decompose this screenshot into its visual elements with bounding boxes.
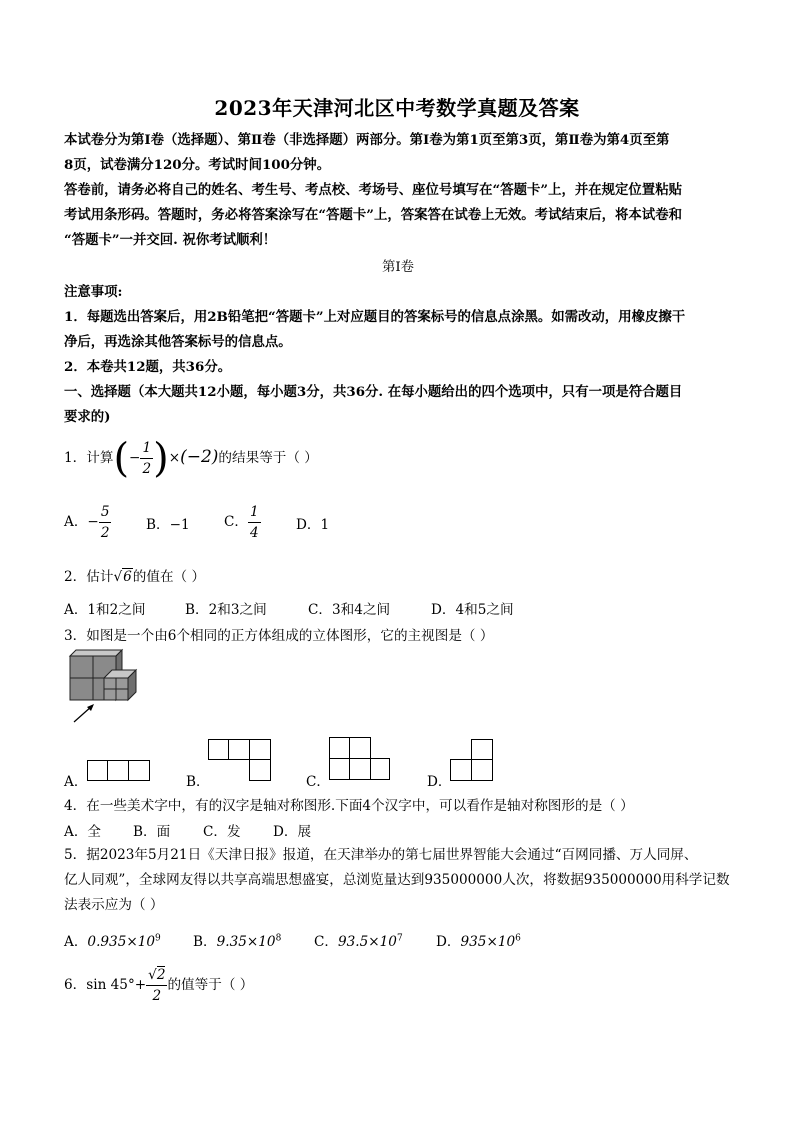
question-line: 法表示应为（ ） <box>64 897 164 913</box>
q5-option-a[interactable] <box>64 930 161 950</box>
denominator: 2 <box>100 525 110 541</box>
q2-option-a[interactable]: A．1和2之间 <box>64 602 146 618</box>
part-heading: 一、选择题（本大题共12小题，每小题3分，共36分. 在每小题给出的四个选项中，只有一项是符合题目 <box>64 384 683 400</box>
q2-option-c[interactable]: C．3和4之间 <box>308 602 391 618</box>
question-5 <box>64 843 732 918</box>
q1-option-c[interactable] <box>224 502 261 543</box>
question-1 <box>64 435 318 482</box>
option-label: D． <box>436 934 461 950</box>
q4-option-c[interactable]: C．发 <box>203 824 241 840</box>
q2-option-d[interactable]: D．4和5之间 <box>431 602 514 618</box>
cube-top-face <box>70 650 122 656</box>
notes-heading: 注意事项: <box>64 284 123 300</box>
q4-option-b[interactable]: B．面 <box>133 824 171 840</box>
q3-option-a-figure[interactable] <box>87 760 150 781</box>
intro-line: “答题卡”一并交回. 祝你考试顺利！ <box>64 232 277 248</box>
notes-line: 2．本卷共12题，共36分。 <box>64 359 232 375</box>
question-4: 4．在一些美术字中，有的汉字是轴对称图形.下面4个汉字中，可以看作是轴对称图形的是（ ） <box>64 798 634 814</box>
q1-option-b[interactable]: B．−1 <box>146 517 190 533</box>
exponent: 8 <box>275 933 282 944</box>
right-paren: ) <box>153 435 169 482</box>
operand: (−2) <box>180 447 219 467</box>
question-text: 2．估计 <box>64 569 114 585</box>
fraction <box>146 965 167 1006</box>
question-line: 5．据2023年5月21日《天津日报》报道，在天津举办的第七届世界智能大会通过“百网同播、万人同屏、 <box>64 847 698 863</box>
q3-option-d-figure[interactable] <box>450 739 493 781</box>
denominator: 2 <box>142 461 152 477</box>
mantissa: 0.935×10 <box>87 934 156 950</box>
numerator <box>146 965 167 986</box>
option-label: A． <box>64 934 88 950</box>
q4-option-a[interactable]: A．全 <box>64 824 102 840</box>
exponent: 6 <box>515 933 521 944</box>
question-text: 的结果等于（ ） <box>218 450 318 466</box>
question-text: 1．计算 <box>64 450 114 466</box>
question-2 <box>64 565 205 585</box>
notes-block <box>64 280 732 430</box>
left-paren: ( <box>113 435 130 482</box>
option-label: B． <box>193 934 217 950</box>
sqrt-icon: √ <box>148 967 157 983</box>
fraction <box>99 502 112 543</box>
question-text: 6． <box>64 977 87 993</box>
mantissa: 935×10 <box>460 934 516 950</box>
q5-option-c[interactable] <box>314 930 403 950</box>
intro-line: 考试用条形码。答题时，务必将答案涂写在“答题卡”上，答案答在试卷上无效。考试结束后，将本试卷和 <box>64 207 682 223</box>
sin-term: sin 45°+ <box>86 977 147 993</box>
q3-option-d-label[interactable]: D． <box>427 774 452 790</box>
denominator: 4 <box>250 525 259 541</box>
fraction <box>140 438 153 479</box>
question-text: 的值在（ ） <box>132 569 206 585</box>
option-label: A． <box>64 514 88 530</box>
q3-option-a-label[interactable]: A． <box>64 774 88 790</box>
mantissa: 9.35×10 <box>216 934 276 950</box>
question-line: 亿人同观”，全球网友得以共享高端思想盛宴，总浏览量达到935000000人次，将数据935000000用科学记数 <box>64 872 730 888</box>
exponent: 9 <box>155 933 161 944</box>
q3-option-c-label[interactable]: C． <box>306 774 330 790</box>
numerator: 5 <box>99 502 112 523</box>
sqrt-icon: √ <box>113 569 123 585</box>
section-title: 第Ⅰ卷 <box>381 260 415 275</box>
intro-line: 本试卷分为第Ⅰ卷（选择题）、第Ⅱ卷（非选择题）两部分。第Ⅰ卷为第1页至第3页，第Ⅱ卷为第4页至第 <box>64 132 670 148</box>
cube-figure <box>60 648 150 728</box>
denominator: 2 <box>152 988 162 1004</box>
radicand: 6 <box>123 569 132 585</box>
q2-option-b[interactable]: B．2和3之间 <box>185 602 267 618</box>
question-3: 3．如图是一个由6个相同的正方体组成的立体图形，它的主视图是（ ） <box>64 628 494 644</box>
q1-option-a[interactable] <box>64 502 111 543</box>
q3-option-b-label[interactable]: B． <box>186 774 210 790</box>
q4-option-d[interactable]: D．展 <box>273 824 312 840</box>
option-label: C． <box>224 514 248 530</box>
intro-line: 8页，试卷满分120分。考试时间100分钟。 <box>64 157 331 173</box>
q5-option-b[interactable] <box>193 930 281 950</box>
q5-option-d[interactable] <box>436 930 521 950</box>
part-heading: 要求的) <box>64 409 111 425</box>
minus-sign: − <box>129 450 141 466</box>
intro-paragraph <box>64 128 732 253</box>
cube-front-face <box>70 678 93 700</box>
q3-option-b-figure[interactable] <box>208 739 271 781</box>
q1-option-d[interactable]: D．1 <box>296 517 330 533</box>
question-text: 的值等于（ ） <box>167 977 254 993</box>
radicand: 2 <box>156 967 166 983</box>
notes-line: 1．每题选出答案后，用2B铅笔把“答题卡”上对应题目的答案标号的信息点涂黑。如需改动，用橡皮擦干 <box>64 309 686 325</box>
page-title: 2023年天津河北区中考数学真题及答案 <box>214 96 580 120</box>
option-label: C． <box>314 934 338 950</box>
question-6 <box>64 965 253 1006</box>
intro-line: 答卷前，请务必将自己的姓名、考生号、考点校、考场号、座位号填写在“答题卡”上，并在规定位置粘贴 <box>64 182 682 198</box>
notes-line: 净后，再选涂其他答案标号的信息点。 <box>64 334 292 350</box>
minus-sign: − <box>87 514 99 530</box>
q3-option-c-figure[interactable] <box>329 737 392 780</box>
exponent: 7 <box>396 933 403 944</box>
fraction <box>248 502 261 543</box>
numerator: 1 <box>140 438 153 459</box>
cube-front-face <box>70 656 93 678</box>
times-sign: × <box>168 450 181 466</box>
numerator: 1 <box>248 502 261 523</box>
mantissa: 93.5×10 <box>338 934 397 950</box>
